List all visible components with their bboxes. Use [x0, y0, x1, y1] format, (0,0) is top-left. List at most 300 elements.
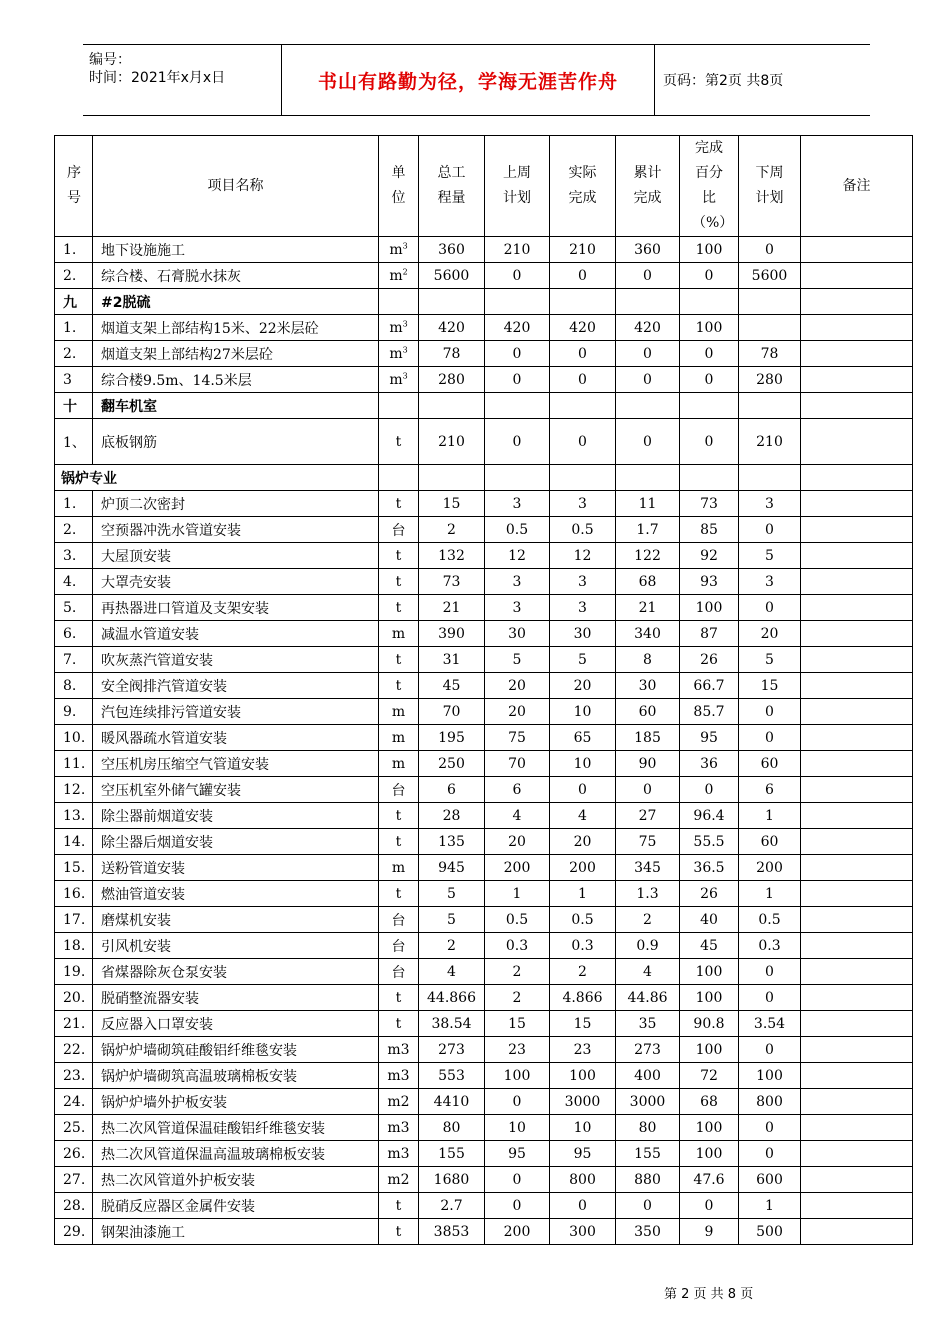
cell-total: 2.7	[419, 1193, 485, 1219]
cell-note	[801, 855, 913, 881]
cell-next-plan: 210	[739, 419, 801, 465]
cell-cumulative: 27	[616, 803, 680, 829]
cell-actual: 4.866	[550, 985, 616, 1011]
cell-name: 送粉管道安装	[93, 855, 379, 881]
cell-seq: 3.	[55, 543, 93, 569]
col-header-actual: 实际完成	[550, 136, 616, 237]
cell-unit	[379, 933, 419, 959]
cell-note	[801, 1011, 913, 1037]
table-row	[55, 237, 913, 263]
cell-cumulative: 273	[616, 1037, 680, 1063]
cell-name: 空压机房压缩空气管道安装	[93, 751, 379, 777]
cell-last-plan: 75	[485, 725, 550, 751]
cell-next-plan: 0	[739, 725, 801, 751]
cell-unit	[379, 1063, 419, 1089]
unit-text: m3	[387, 1119, 410, 1136]
cell-unit	[379, 595, 419, 621]
cell-next-plan: 6	[739, 777, 801, 803]
unit-text: t	[395, 1015, 402, 1032]
cell-next-plan: 500	[739, 1219, 801, 1245]
cell-last-plan: 100	[485, 1063, 550, 1089]
cell-note	[801, 985, 913, 1011]
cell-unit	[379, 1115, 419, 1141]
unit-text: 台	[391, 912, 406, 929]
unit-text: t	[395, 495, 402, 512]
cell-unit	[379, 569, 419, 595]
cell-total: 420	[419, 315, 485, 341]
table-row	[55, 595, 913, 621]
cell-percent: 47.6	[680, 1167, 739, 1193]
cell-cumulative: 21	[616, 595, 680, 621]
cell-name: 钢架油漆施工	[93, 1219, 379, 1245]
table-row	[55, 1193, 913, 1219]
cell-name: 热二次风管道保温高温玻璃棉板安装	[93, 1141, 379, 1167]
table-row	[55, 1141, 913, 1167]
cell-next-plan	[739, 315, 801, 341]
cell-percent: 85	[680, 517, 739, 543]
unit-exponent: 2	[402, 266, 408, 276]
cell-seq: 21.	[55, 1011, 93, 1037]
empty-cell	[550, 393, 616, 419]
cell-percent: 100	[680, 1141, 739, 1167]
empty-cell	[680, 289, 739, 315]
cell-cumulative: 0.9	[616, 933, 680, 959]
cell-actual: 95	[550, 1141, 616, 1167]
cell-cumulative: 44.86	[616, 985, 680, 1011]
cell-note	[801, 1115, 913, 1141]
cell-total: 2	[419, 517, 485, 543]
cell-unit	[379, 855, 419, 881]
cell-unit	[379, 673, 419, 699]
cell-actual: 12	[550, 543, 616, 569]
table-row	[55, 829, 913, 855]
cell-total: 21	[419, 595, 485, 621]
table-row	[55, 1115, 913, 1141]
cell-last-plan: 23	[485, 1037, 550, 1063]
cell-name: 脱硝反应器区金属件安装	[93, 1193, 379, 1219]
cell-percent: 0	[680, 263, 739, 289]
cell-name: 大屋顶安装	[93, 543, 379, 569]
cell-name: 综合楼、石膏脱水抹灰	[93, 263, 379, 289]
cell-last-plan: 0.5	[485, 517, 550, 543]
cell-name: 大罩壳安装	[93, 569, 379, 595]
cell-percent: 26	[680, 881, 739, 907]
cell-name: 锅炉炉墙砌筑高温玻璃棉板安装	[93, 1063, 379, 1089]
cell-last-plan: 30	[485, 621, 550, 647]
cell-seq: 1.	[55, 315, 93, 341]
cell-actual: 3	[550, 595, 616, 621]
cell-next-plan: 1	[739, 803, 801, 829]
cell-actual: 0	[550, 263, 616, 289]
cell-actual: 3	[550, 491, 616, 517]
cell-total: 70	[419, 699, 485, 725]
cell-percent: 45	[680, 933, 739, 959]
cell-next-plan: 60	[739, 829, 801, 855]
col-header-seq: 序号	[55, 136, 93, 237]
cell-total: 280	[419, 367, 485, 393]
cell-cumulative: 155	[616, 1141, 680, 1167]
cell-next-plan: 800	[739, 1089, 801, 1115]
cell-name: 烟道支架上部结构15米、22米层砼	[93, 315, 379, 341]
cell-cumulative: 880	[616, 1167, 680, 1193]
cell-unit	[379, 367, 419, 393]
cell-total: 44.866	[419, 985, 485, 1011]
cell-percent: 100	[680, 237, 739, 263]
cell-next-plan: 200	[739, 855, 801, 881]
cell-percent: 0	[680, 419, 739, 465]
cell-next-plan: 3.54	[739, 1011, 801, 1037]
cell-unit	[379, 419, 419, 465]
cell-percent: 85.7	[680, 699, 739, 725]
cell-unit	[379, 341, 419, 367]
section-title: 锅炉专业	[55, 465, 379, 491]
cell-cumulative: 0	[616, 341, 680, 367]
cell-percent: 100	[680, 1115, 739, 1141]
cell-seq: 8.	[55, 673, 93, 699]
cell-next-plan: 5	[739, 543, 801, 569]
cell-last-plan: 210	[485, 237, 550, 263]
cell-actual: 30	[550, 621, 616, 647]
cell-name: 省煤器除灰仓泵安装	[93, 959, 379, 985]
unit-text: t	[395, 1223, 402, 1240]
unit-text: t	[395, 807, 402, 824]
cell-actual: 5	[550, 647, 616, 673]
cell-percent: 100	[680, 1037, 739, 1063]
cell-total: 38.54	[419, 1011, 485, 1037]
cell-note	[801, 725, 913, 751]
cell-note	[801, 419, 913, 465]
cell-actual: 10	[550, 751, 616, 777]
col-header-last-plan: 上周计划	[485, 136, 550, 237]
unit-text: t	[395, 599, 402, 616]
unit-text: m	[391, 703, 406, 720]
cell-seq: 17.	[55, 907, 93, 933]
table-row	[55, 1063, 913, 1089]
cell-unit	[379, 777, 419, 803]
cell-unit	[379, 1141, 419, 1167]
cell-name: 吹灰蒸汽管道安装	[93, 647, 379, 673]
cell-last-plan: 3	[485, 491, 550, 517]
col-header-percent: 完成百分比（%）	[680, 136, 739, 237]
cell-last-plan: 70	[485, 751, 550, 777]
table-row	[55, 673, 913, 699]
cell-name: 引风机安装	[93, 933, 379, 959]
cell-last-plan: 3	[485, 595, 550, 621]
cell-last-plan: 0	[485, 367, 550, 393]
cell-actual: 10	[550, 1115, 616, 1141]
unit-text: t	[395, 833, 402, 850]
cell-actual: 200	[550, 855, 616, 881]
cell-percent: 87	[680, 621, 739, 647]
cell-percent: 55.5	[680, 829, 739, 855]
cell-name: 汽包连续排污管道安装	[93, 699, 379, 725]
cell-total: 5	[419, 907, 485, 933]
unit-text: t	[395, 573, 402, 590]
cell-seq: 2.	[55, 263, 93, 289]
cell-actual: 2	[550, 959, 616, 985]
cell-total: 6	[419, 777, 485, 803]
cell-percent: 92	[680, 543, 739, 569]
empty-cell	[379, 393, 419, 419]
cell-cumulative: 0	[616, 777, 680, 803]
cell-last-plan: 420	[485, 315, 550, 341]
table-row	[55, 777, 913, 803]
cell-next-plan: 1	[739, 881, 801, 907]
cell-next-plan: 0	[739, 1141, 801, 1167]
cell-unit	[379, 751, 419, 777]
cell-next-plan: 0	[739, 237, 801, 263]
cell-actual: 0	[550, 1193, 616, 1219]
cell-unit	[379, 803, 419, 829]
cell-note	[801, 569, 913, 595]
cell-total: 390	[419, 621, 485, 647]
empty-cell	[550, 465, 616, 491]
header-meta	[83, 45, 282, 115]
unit-text: m3	[387, 1145, 410, 1162]
section-number: 九	[55, 289, 93, 315]
cell-percent: 0	[680, 341, 739, 367]
cell-cumulative: 80	[616, 1115, 680, 1141]
cell-note	[801, 1219, 913, 1245]
col-header-cumulative: 累计完成	[616, 136, 680, 237]
cell-actual: 0.5	[550, 907, 616, 933]
unit-text: m2	[387, 1171, 410, 1188]
unit-text: t	[395, 989, 402, 1006]
cell-note	[801, 673, 913, 699]
cell-seq: 6.	[55, 621, 93, 647]
cell-actual: 65	[550, 725, 616, 751]
cell-cumulative: 75	[616, 829, 680, 855]
table-header-row	[55, 136, 913, 237]
table-row	[55, 1037, 913, 1063]
cell-percent: 26	[680, 647, 739, 673]
cell-percent: 100	[680, 959, 739, 985]
cell-seq: 7.	[55, 647, 93, 673]
cell-total: 360	[419, 237, 485, 263]
cell-total: 78	[419, 341, 485, 367]
cell-actual: 0.5	[550, 517, 616, 543]
unit-text: m	[391, 625, 406, 642]
cell-percent: 100	[680, 595, 739, 621]
cell-next-plan: 0	[739, 985, 801, 1011]
cell-last-plan: 20	[485, 829, 550, 855]
unit-exponent: 3	[402, 318, 408, 328]
cell-percent: 95	[680, 725, 739, 751]
cell-total: 135	[419, 829, 485, 855]
header-page-label: 页码：第2页 共8页	[663, 73, 784, 89]
cell-note	[801, 595, 913, 621]
cell-cumulative: 0	[616, 367, 680, 393]
cell-cumulative: 0	[616, 1193, 680, 1219]
cell-note	[801, 315, 913, 341]
cell-next-plan: 0	[739, 1115, 801, 1141]
cell-last-plan: 0	[485, 1089, 550, 1115]
cell-last-plan: 2	[485, 959, 550, 985]
cell-note	[801, 367, 913, 393]
cell-note	[801, 933, 913, 959]
cell-next-plan: 0	[739, 1037, 801, 1063]
col-header-unit: 单位	[379, 136, 419, 237]
table-row	[55, 803, 913, 829]
empty-cell	[550, 289, 616, 315]
cell-last-plan: 3	[485, 569, 550, 595]
section-title: #2脱硫	[93, 289, 379, 315]
unit-text: 台	[391, 964, 406, 981]
cell-next-plan: 78	[739, 341, 801, 367]
cell-name: 热二次风管道保温硅酸铝纤维毯安装	[93, 1115, 379, 1141]
cell-next-plan: 1	[739, 1193, 801, 1219]
col-header-name: 项目名称	[93, 136, 379, 237]
cell-seq: 1、	[55, 419, 93, 465]
cell-actual: 0.3	[550, 933, 616, 959]
cell-name: 空预器冲洗水管道安装	[93, 517, 379, 543]
cell-unit	[379, 237, 419, 263]
cell-actual: 0	[550, 777, 616, 803]
cell-unit	[379, 1011, 419, 1037]
cell-unit	[379, 543, 419, 569]
table-row	[55, 725, 913, 751]
cell-cumulative: 60	[616, 699, 680, 725]
cell-next-plan: 0.3	[739, 933, 801, 959]
cell-note	[801, 829, 913, 855]
cell-last-plan: 0	[485, 341, 550, 367]
cell-unit	[379, 699, 419, 725]
cell-unit	[379, 621, 419, 647]
cell-last-plan: 5	[485, 647, 550, 673]
cell-unit	[379, 1089, 419, 1115]
cell-name: 燃油管道安装	[93, 881, 379, 907]
cell-cumulative: 345	[616, 855, 680, 881]
cell-cumulative: 8	[616, 647, 680, 673]
cell-name: 脱硝整流器安装	[93, 985, 379, 1011]
cell-cumulative: 0	[616, 419, 680, 465]
table-row	[55, 647, 913, 673]
cell-total: 73	[419, 569, 485, 595]
cell-unit	[379, 1167, 419, 1193]
empty-cell	[739, 465, 801, 491]
cell-total: 250	[419, 751, 485, 777]
cell-unit	[379, 907, 419, 933]
cell-name: 炉顶二次密封	[93, 491, 379, 517]
progress-table	[54, 135, 913, 1245]
cell-unit	[379, 491, 419, 517]
cell-next-plan: 100	[739, 1063, 801, 1089]
cell-seq: 3	[55, 367, 93, 393]
unit-text: t	[395, 885, 402, 902]
cell-total: 210	[419, 419, 485, 465]
cell-actual: 1	[550, 881, 616, 907]
unit-text: t	[395, 547, 402, 564]
cell-last-plan: 10	[485, 1115, 550, 1141]
cell-note	[801, 777, 913, 803]
empty-cell	[485, 393, 550, 419]
cell-note	[801, 263, 913, 289]
table-row	[55, 367, 913, 393]
cell-total: 273	[419, 1037, 485, 1063]
unit-exponent: 3	[402, 344, 408, 354]
cell-seq: 22.	[55, 1037, 93, 1063]
cell-cumulative: 400	[616, 1063, 680, 1089]
empty-cell	[739, 289, 801, 315]
unit-text: m	[389, 371, 403, 388]
cell-percent: 73	[680, 491, 739, 517]
cell-seq: 2.	[55, 517, 93, 543]
cell-percent: 68	[680, 1089, 739, 1115]
cell-actual: 300	[550, 1219, 616, 1245]
empty-cell	[419, 289, 485, 315]
cell-note	[801, 1037, 913, 1063]
cell-total: 4410	[419, 1089, 485, 1115]
cell-percent: 93	[680, 569, 739, 595]
empty-cell	[801, 393, 913, 419]
table-row	[55, 263, 913, 289]
cell-seq: 28.	[55, 1193, 93, 1219]
cell-cumulative: 68	[616, 569, 680, 595]
cell-seq: 14.	[55, 829, 93, 855]
cell-next-plan: 5600	[739, 263, 801, 289]
unit-text: t	[395, 1197, 402, 1214]
cell-cumulative: 0	[616, 263, 680, 289]
cell-actual: 10	[550, 699, 616, 725]
cell-cumulative: 340	[616, 621, 680, 647]
cell-seq: 29.	[55, 1219, 93, 1245]
cell-name: 再热器进口管道及支架安装	[93, 595, 379, 621]
cell-total: 80	[419, 1115, 485, 1141]
cell-last-plan: 2	[485, 985, 550, 1011]
cell-actual: 15	[550, 1011, 616, 1037]
cell-percent: 72	[680, 1063, 739, 1089]
cell-actual: 0	[550, 367, 616, 393]
cell-actual: 4	[550, 803, 616, 829]
cell-name: 空压机室外储气罐安装	[93, 777, 379, 803]
cell-name: 锅炉炉墙砌筑硅酸铝纤维毯安装	[93, 1037, 379, 1063]
cell-next-plan: 3	[739, 491, 801, 517]
cell-unit	[379, 315, 419, 341]
cell-unit	[379, 517, 419, 543]
cell-cumulative: 420	[616, 315, 680, 341]
cell-note	[801, 1089, 913, 1115]
cell-next-plan: 280	[739, 367, 801, 393]
empty-cell	[680, 393, 739, 419]
cell-percent: 100	[680, 985, 739, 1011]
cell-last-plan: 20	[485, 699, 550, 725]
cell-seq: 18.	[55, 933, 93, 959]
table-row	[55, 959, 913, 985]
unit-text: 台	[391, 938, 406, 955]
cell-note	[801, 959, 913, 985]
cell-next-plan: 0.5	[739, 907, 801, 933]
cell-cumulative: 11	[616, 491, 680, 517]
col-header-note: 备注	[801, 136, 913, 237]
cell-last-plan: 0	[485, 1193, 550, 1219]
cell-seq: 27.	[55, 1167, 93, 1193]
cell-percent: 0	[680, 1193, 739, 1219]
cell-actual: 800	[550, 1167, 616, 1193]
cell-total: 195	[419, 725, 485, 751]
cell-total: 132	[419, 543, 485, 569]
table-row	[55, 933, 913, 959]
col-header-total: 总工程量	[419, 136, 485, 237]
col-header-next-plan: 下周计划	[739, 136, 801, 237]
cell-cumulative: 4	[616, 959, 680, 985]
cell-note	[801, 491, 913, 517]
cell-seq: 4.	[55, 569, 93, 595]
cell-next-plan: 15	[739, 673, 801, 699]
cell-note	[801, 1193, 913, 1219]
table-row	[55, 315, 913, 341]
cell-cumulative: 350	[616, 1219, 680, 1245]
cell-note	[801, 1141, 913, 1167]
